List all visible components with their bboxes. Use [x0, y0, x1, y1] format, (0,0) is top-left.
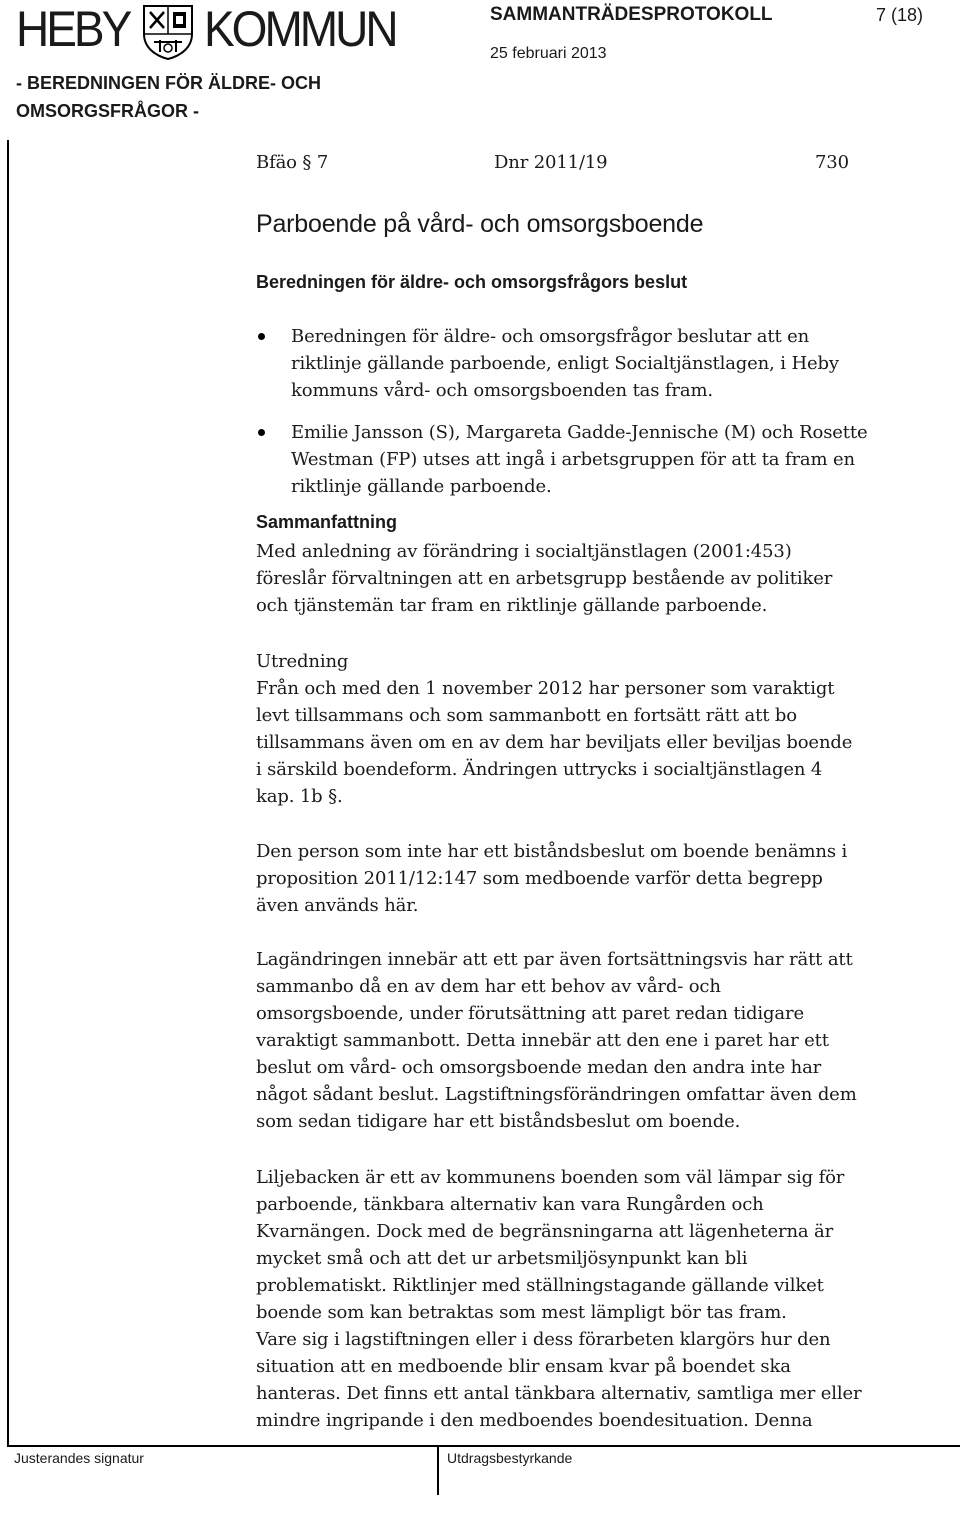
bullet-icon — [258, 429, 265, 436]
decision-point-1: Beredningen för äldre- och omsorgsfrågor beslutar att en riktlinje gällande parboende, enligt Socialtjänstlagen, i Heby kommuns vård- och omsorgsboenden tas fram. — [291, 326, 839, 401]
summary-text: Med anledning av förändring i socialtjänstlagen (2001:453) föreslår förvaltningen att en arbetsgrupp bestående av politiker och tjänstemän tar fram en riktlinje gällande parboende. — [256, 541, 833, 616]
investigation-text: Från och med den 1 november 2012 har personer som varaktigt levt tillsammans och som sammanbott en fortsätt rätt att bo tillsammans även om en av dem har beviljats eller beviljas boende i särskild boendeform. Ändringen uttrycks i socialtjänstlagen 4 kap. 1b §. — [256, 678, 853, 807]
investigation-heading: Utredning — [256, 651, 349, 672]
signature-label: Justerandes signatur — [14, 1450, 144, 1466]
logo-kommun-text: KOMMUN — [204, 0, 396, 57]
list-item — [258, 323, 908, 404]
committee-name-line1: - BEREDNINGEN FÖR ÄLDRE- OCH — [16, 73, 321, 93]
footer-divider-rule — [437, 1445, 439, 1495]
summary-heading: Sammanfattning — [256, 512, 398, 532]
logo-heby-text: HEBY — [16, 0, 130, 57]
decision-heading: Beredningen för äldre- och omsorgsfrågors beslut — [256, 272, 688, 292]
extract-label: Utdragsbestyrkande — [447, 1450, 573, 1466]
page-number: 7 (18) — [876, 5, 924, 25]
meeting-date: 25 februari 2013 — [490, 45, 607, 62]
page-title: Parboende på vård- och omsorgsboende — [256, 210, 704, 238]
left-margin-rule — [7, 140, 9, 1445]
case-code: 730 — [815, 152, 849, 173]
protocol-title: SAMMANTRÄDESPROTOKOLL — [490, 4, 773, 25]
committee-name-line2: OMSORGSFRÅGOR - — [16, 101, 199, 121]
paragraph-person: Den person som inte har ett biståndsbeslut om boende benämns i proposition 2011/12:147 som medboende varför detta begrepp även används här. — [256, 841, 848, 916]
paragraph-law: Lagändringen innebär att ett par även fortsättningsvis har rätt att sammanbo då en av dem har ett behov av vård- och omsorgsboende, under förutsättning att paret redan tidigare varaktigt sammanbott. Detta innebär att den ene i paret har ett beslut om vård- och omsorgsboende medan den andra inte har något sådant beslut. Lagstiftningsförändringen omfattar även dem som sedan tidigare har ett biståndsbeslut om boende. — [256, 949, 857, 1132]
case-dnr: Dnr 2011/19 — [494, 152, 608, 173]
footer-rule — [7, 1445, 960, 1447]
bullet-icon — [258, 333, 265, 340]
case-reference: Bfäo § 7 — [256, 152, 329, 173]
list-item — [258, 419, 908, 500]
municipal-coat-of-arms-icon — [140, 4, 196, 60]
decision-point-2: Emilie Jansson (S), Margareta Gadde-Jennische (M) och Rosette Westman (FP) utses att ingå i arbetsgruppen för att ta fram en riktlinje gällande parboende. — [291, 422, 868, 497]
paragraph-liljebacken: Liljebacken är ett av kommunens boenden som väl lämpar sig för parboende, tänkbara alternativ kan vara Rungården och Kvarnängen. Dock med de begränsningarna att lägenheterna är mycket små och att det ur arbetsmiljösynpunkt kan bli problematiskt. Riktlinjer med ställningstagande gällande vilket boende som kan betraktas som mest lämpligt bör tas fram. Vare sig i lagstiftningen eller i dess förarbeten klargörs hur den situation att en medboende blir ensam kvar på boendet ska hanteras. Det finns ett antal tänkbara alternativ, samtliga mer eller mindre ingripande i den medboendes boendesituation. Denna — [256, 1167, 862, 1431]
